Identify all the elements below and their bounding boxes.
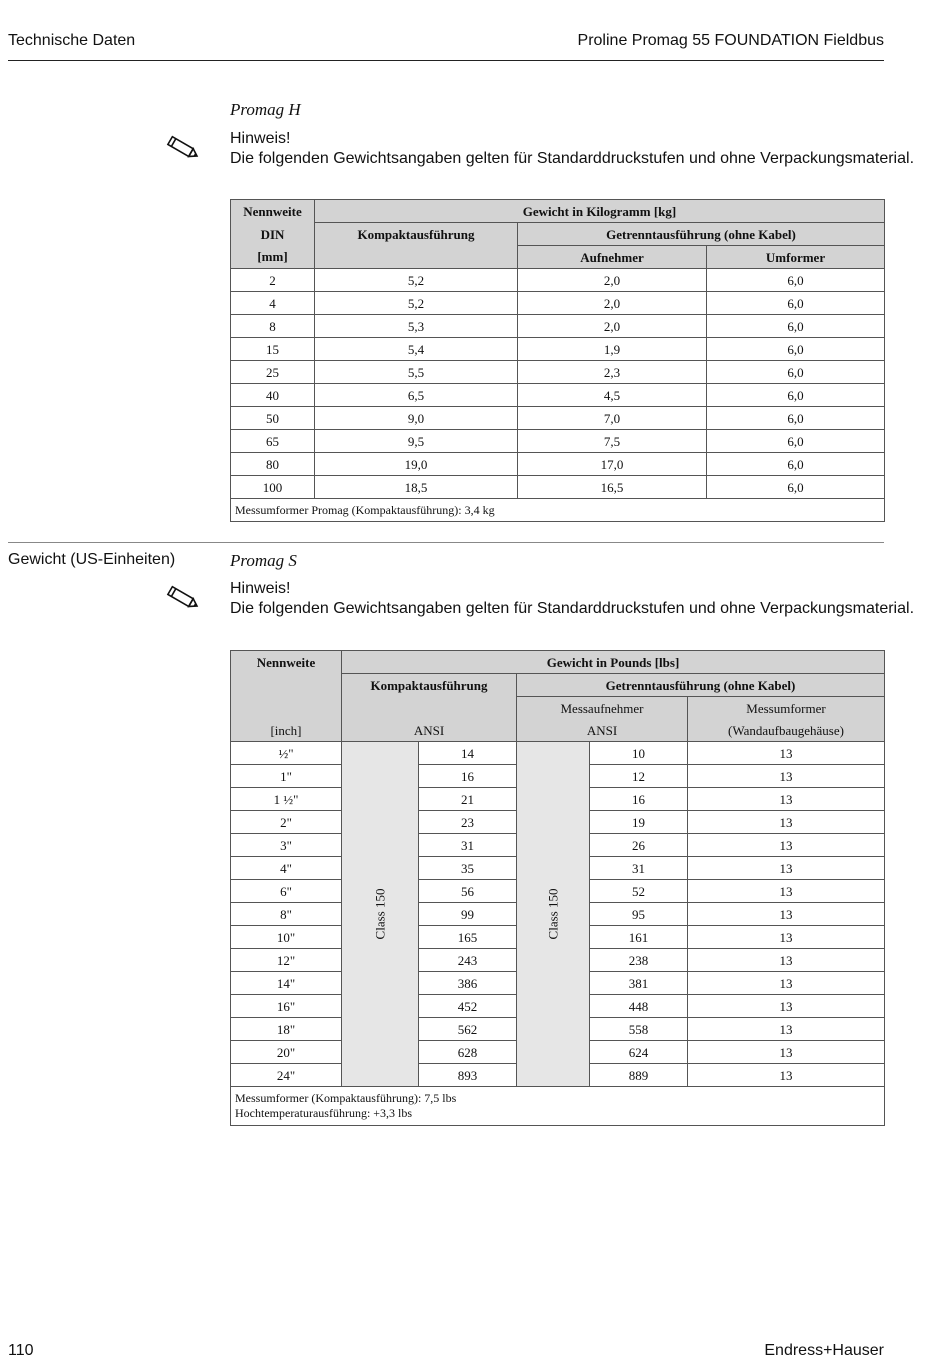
table-row xyxy=(231,476,885,499)
cell-nennweite: 40 xyxy=(231,384,315,407)
cell-messumformer-lbs: 13 xyxy=(688,1064,885,1087)
cell-aufnehmer: 2,0 xyxy=(518,292,707,315)
pencil-icon xyxy=(162,582,202,614)
cell-inch: 12" xyxy=(231,949,342,972)
cell-messaufnehmer-lbs: 52 xyxy=(590,880,688,903)
cell-umformer: 6,0 xyxy=(707,384,885,407)
cell-kompakt: 18,5 xyxy=(315,476,518,499)
cell-kompakt-lbs: 562 xyxy=(419,1018,517,1041)
cell-messaufnehmer-lbs: 381 xyxy=(590,972,688,995)
th-mm: [mm] xyxy=(231,246,315,269)
cell-umformer: 6,0 xyxy=(707,361,885,384)
cell-umformer: 6,0 xyxy=(707,430,885,453)
cell-messumformer-lbs: 13 xyxy=(688,972,885,995)
cell-nennweite: 50 xyxy=(231,407,315,430)
header-rule xyxy=(8,60,884,61)
table-row xyxy=(231,361,885,384)
cell-inch: ½" xyxy=(231,742,342,765)
cell-kompakt-lbs: 243 xyxy=(419,949,517,972)
cell-messumformer-lbs: 13 xyxy=(688,903,885,926)
cell-inch: 20" xyxy=(231,1041,342,1064)
side-label-us-units: Gewicht (US-Einheiten) xyxy=(8,551,176,568)
cell-kompakt-lbs: 386 xyxy=(419,972,517,995)
footer-line-hochtemp: Hochtemperaturausführung: +3,3 lbs xyxy=(235,1106,413,1120)
note-title-s: Hinweis! xyxy=(230,580,291,597)
cell-messumformer-lbs: 13 xyxy=(688,949,885,972)
note-text-h: Die folgenden Gewichtsangaben gelten für Standarddruckstufen und ohne Verpackungsmaterial. xyxy=(230,150,915,167)
note-text-s: Die folgenden Gewichtsangaben gelten für Standarddruckstufen und ohne Verpackungsmaterial. xyxy=(230,600,915,617)
cell-messaufnehmer-lbs: 12 xyxy=(590,765,688,788)
class-label-messaufnehmer: Class 150 xyxy=(545,888,561,940)
th-wandaufbau: (Wandaufbaugehäuse) xyxy=(688,719,885,742)
cell-kompakt-lbs: 16 xyxy=(419,765,517,788)
th-ansi-2: ANSI xyxy=(517,719,688,742)
th-ansi-1: ANSI xyxy=(342,719,517,742)
cell-nennweite: 65 xyxy=(231,430,315,453)
th-kompakt-empty xyxy=(315,246,518,269)
table-row xyxy=(231,338,885,361)
table-weight-kg xyxy=(230,199,885,522)
table-row xyxy=(231,430,885,453)
th-empty-1 xyxy=(231,674,342,697)
cell-aufnehmer: 2,0 xyxy=(518,269,707,292)
running-header-left: Technische Daten xyxy=(8,32,136,49)
table-row xyxy=(231,269,885,292)
cell-messumformer-lbs: 13 xyxy=(688,1018,885,1041)
table-row xyxy=(231,384,885,407)
cell-kompakt-lbs: 31 xyxy=(419,834,517,857)
cell-inch: 6" xyxy=(231,880,342,903)
cell-kompakt-lbs: 21 xyxy=(419,788,517,811)
cell-messaufnehmer-lbs: 19 xyxy=(590,811,688,834)
cell-kompakt: 19,0 xyxy=(315,453,518,476)
cell-nennweite: 80 xyxy=(231,453,315,476)
cell-kompakt: 9,0 xyxy=(315,407,518,430)
cell-aufnehmer: 2,3 xyxy=(518,361,707,384)
cell-inch: 16" xyxy=(231,995,342,1018)
cell-messumformer-lbs: 13 xyxy=(688,857,885,880)
cell-kompakt: 5,5 xyxy=(315,361,518,384)
th-messumformer: Messumformer xyxy=(688,697,885,720)
class-cell-messaufnehmer xyxy=(517,742,590,1087)
page-number: 110 xyxy=(8,1342,34,1359)
cell-kompakt-lbs: 452 xyxy=(419,995,517,1018)
th-nennweite-us: Nennweite xyxy=(231,651,342,674)
cell-aufnehmer: 7,5 xyxy=(518,430,707,453)
cell-messaufnehmer-lbs: 238 xyxy=(590,949,688,972)
class-cell-kompakt xyxy=(342,742,419,1087)
cell-messumformer-lbs: 13 xyxy=(688,788,885,811)
section-rule xyxy=(8,542,884,543)
cell-inch: 10" xyxy=(231,926,342,949)
cell-inch: 18" xyxy=(231,1018,342,1041)
cell-messaufnehmer-lbs: 624 xyxy=(590,1041,688,1064)
cell-messumformer-lbs: 13 xyxy=(688,995,885,1018)
th-kompakt-us: Kompaktausführung xyxy=(342,674,517,697)
th-messaufnehmer: Messaufnehmer xyxy=(517,697,688,720)
footer-line-kompakt: Messumformer (Kompaktausführung): 7,5 lbs xyxy=(235,1091,457,1105)
cell-kompakt: 5,2 xyxy=(315,269,518,292)
cell-inch: 24" xyxy=(231,1064,342,1087)
cell-kompakt: 5,2 xyxy=(315,292,518,315)
subhead-promag-h: Promag H xyxy=(230,100,301,119)
table-row xyxy=(231,742,885,765)
cell-kompakt: 6,5 xyxy=(315,384,518,407)
cell-nennweite: 2 xyxy=(231,269,315,292)
cell-aufnehmer: 2,0 xyxy=(518,315,707,338)
table-row xyxy=(231,407,885,430)
cell-messaufnehmer-lbs: 558 xyxy=(590,1018,688,1041)
table-row xyxy=(231,453,885,476)
table-row xyxy=(231,315,885,338)
cell-messaufnehmer-lbs: 10 xyxy=(590,742,688,765)
class-label-kompakt: Class 150 xyxy=(372,888,388,940)
subhead-promag-s: Promag S xyxy=(230,551,297,570)
cell-messumformer-lbs: 13 xyxy=(688,880,885,903)
cell-messaufnehmer-lbs: 31 xyxy=(590,857,688,880)
th-empty-3 xyxy=(342,697,517,720)
table-weight-lbs xyxy=(230,650,885,1126)
cell-nennweite: 100 xyxy=(231,476,315,499)
cell-inch: 1 ½" xyxy=(231,788,342,811)
cell-kompakt-lbs: 56 xyxy=(419,880,517,903)
cell-messumformer-lbs: 13 xyxy=(688,742,885,765)
table-row xyxy=(231,292,885,315)
cell-messumformer-lbs: 13 xyxy=(688,811,885,834)
cell-umformer: 6,0 xyxy=(707,476,885,499)
cell-messaufnehmer-lbs: 16 xyxy=(590,788,688,811)
cell-inch: 8" xyxy=(231,903,342,926)
cell-aufnehmer: 1,9 xyxy=(518,338,707,361)
cell-aufnehmer: 16,5 xyxy=(518,476,707,499)
running-header-right: Proline Promag 55 FOUNDATION Fieldbus xyxy=(577,32,884,49)
table-footer-kg: Messumformer Promag (Kompaktausführung): 3,4 kg xyxy=(231,499,885,522)
cell-kompakt-lbs: 14 xyxy=(419,742,517,765)
cell-inch: 14" xyxy=(231,972,342,995)
table-footer-lbs xyxy=(231,1087,885,1126)
cell-inch: 3" xyxy=(231,834,342,857)
th-gewicht-lbs: Gewicht in Pounds [lbs] xyxy=(342,651,885,674)
cell-nennweite: 4 xyxy=(231,292,315,315)
cell-inch: 2" xyxy=(231,811,342,834)
cell-kompakt: 5,4 xyxy=(315,338,518,361)
th-umformer: Umformer xyxy=(707,246,885,269)
th-nennweite: Nennweite xyxy=(231,200,315,223)
th-empty-2 xyxy=(231,697,342,720)
footer-brand: Endress+Hauser xyxy=(764,1342,884,1359)
th-getrennt-us: Getrenntausführung (ohne Kabel) xyxy=(517,674,885,697)
cell-kompakt-lbs: 165 xyxy=(419,926,517,949)
cell-kompakt-lbs: 35 xyxy=(419,857,517,880)
pencil-icon xyxy=(162,132,202,164)
cell-umformer: 6,0 xyxy=(707,338,885,361)
cell-nennweite: 8 xyxy=(231,315,315,338)
th-aufnehmer: Aufnehmer xyxy=(518,246,707,269)
cell-kompakt-lbs: 628 xyxy=(419,1041,517,1064)
cell-messaufnehmer-lbs: 889 xyxy=(590,1064,688,1087)
cell-nennweite: 25 xyxy=(231,361,315,384)
cell-kompakt: 5,3 xyxy=(315,315,518,338)
cell-aufnehmer: 7,0 xyxy=(518,407,707,430)
cell-umformer: 6,0 xyxy=(707,269,885,292)
cell-messumformer-lbs: 13 xyxy=(688,1041,885,1064)
cell-aufnehmer: 17,0 xyxy=(518,453,707,476)
cell-umformer: 6,0 xyxy=(707,453,885,476)
cell-inch: 4" xyxy=(231,857,342,880)
th-inch: [inch] xyxy=(231,719,342,742)
th-gewicht-kg: Gewicht in Kilogramm [kg] xyxy=(315,200,885,223)
note-title-h: Hinweis! xyxy=(230,130,291,147)
cell-umformer: 6,0 xyxy=(707,315,885,338)
cell-messaufnehmer-lbs: 448 xyxy=(590,995,688,1018)
cell-nennweite: 15 xyxy=(231,338,315,361)
cell-messaufnehmer-lbs: 95 xyxy=(590,903,688,926)
th-getrennt: Getrenntausführung (ohne Kabel) xyxy=(518,223,885,246)
cell-messumformer-lbs: 13 xyxy=(688,926,885,949)
cell-kompakt: 9,5 xyxy=(315,430,518,453)
cell-kompakt-lbs: 23 xyxy=(419,811,517,834)
th-din: DIN xyxy=(231,223,315,246)
cell-inch: 1" xyxy=(231,765,342,788)
cell-messumformer-lbs: 13 xyxy=(688,834,885,857)
cell-aufnehmer: 4,5 xyxy=(518,384,707,407)
cell-umformer: 6,0 xyxy=(707,407,885,430)
cell-messumformer-lbs: 13 xyxy=(688,765,885,788)
cell-umformer: 6,0 xyxy=(707,292,885,315)
th-kompakt: Kompaktausführung xyxy=(315,223,518,246)
cell-messaufnehmer-lbs: 161 xyxy=(590,926,688,949)
cell-kompakt-lbs: 99 xyxy=(419,903,517,926)
cell-messaufnehmer-lbs: 26 xyxy=(590,834,688,857)
cell-kompakt-lbs: 893 xyxy=(419,1064,517,1087)
